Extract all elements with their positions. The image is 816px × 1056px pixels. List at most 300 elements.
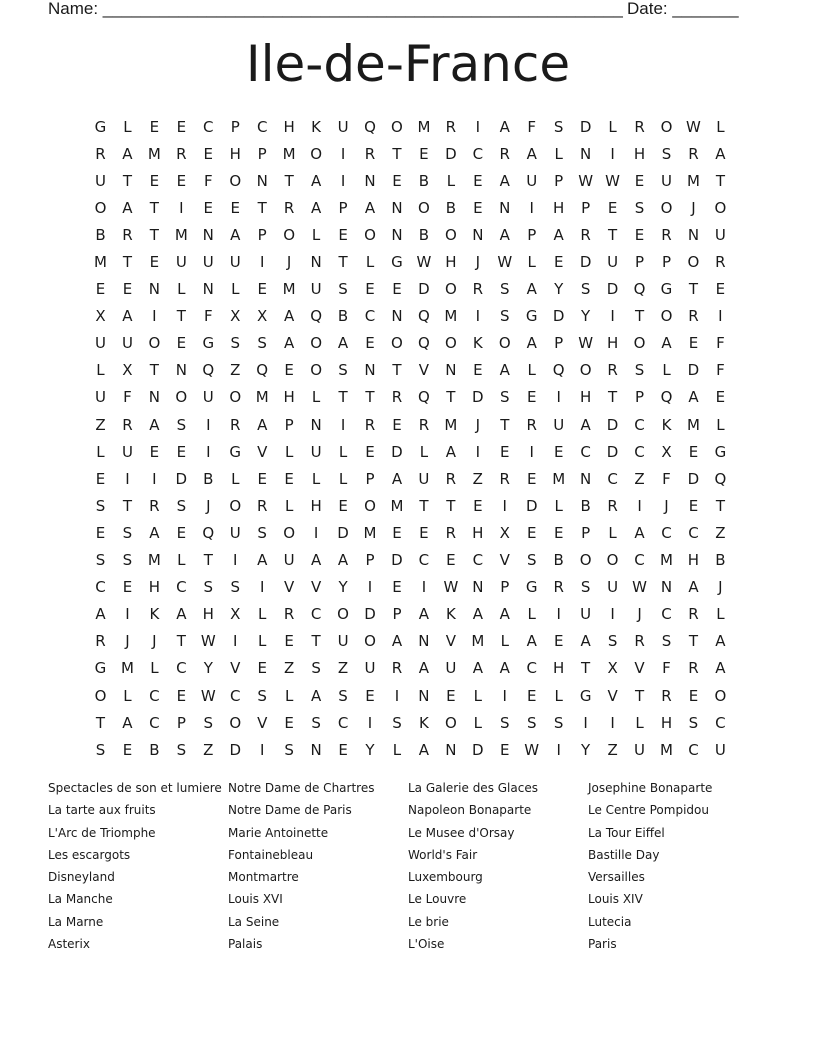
grid-letter: S bbox=[500, 280, 510, 299]
grid-letter: C bbox=[149, 686, 160, 705]
grid-letter: L bbox=[365, 253, 375, 272]
grid-letter: H bbox=[229, 144, 241, 163]
grid-letter: H bbox=[606, 334, 619, 353]
grid-letter: G bbox=[714, 442, 727, 461]
grid-letter: U bbox=[202, 253, 214, 272]
grid-letter: S bbox=[230, 578, 240, 597]
word-list-item: Lutecia bbox=[588, 914, 632, 929]
grid-letter: I bbox=[502, 496, 507, 515]
grid-letter: N bbox=[660, 578, 673, 597]
grid-letter: W bbox=[632, 578, 647, 597]
grid-letter: T bbox=[688, 632, 699, 651]
grid-letter: E bbox=[176, 442, 187, 461]
grid-letter: A bbox=[580, 415, 591, 434]
grid-letter: I bbox=[233, 551, 238, 570]
grid-letter: N bbox=[202, 225, 214, 244]
grid-letter: M bbox=[444, 307, 458, 326]
grid-letter: V bbox=[418, 361, 430, 380]
grid-letter: E bbox=[688, 686, 699, 705]
grid-letter: D bbox=[337, 523, 349, 542]
grid-letter: T bbox=[446, 388, 456, 407]
grid-letter: R bbox=[607, 496, 618, 515]
grid-letter: O bbox=[444, 334, 457, 353]
grid-letter: E bbox=[176, 171, 187, 190]
grid-letter: O bbox=[229, 388, 242, 407]
grid-letter: L bbox=[123, 117, 132, 136]
grid-letter: A bbox=[526, 334, 537, 353]
grid-letter: C bbox=[230, 686, 241, 705]
grid-letter: M bbox=[147, 144, 161, 163]
grid-letter: Q bbox=[418, 388, 430, 407]
grid-letter: Y bbox=[554, 280, 564, 299]
grid-letter: S bbox=[634, 361, 645, 380]
grid-letter: I bbox=[394, 686, 400, 705]
grid-letter: Y bbox=[338, 578, 348, 597]
grid-letter: R bbox=[688, 307, 699, 326]
grid-letter: R bbox=[472, 280, 484, 299]
grid-letter: O bbox=[633, 334, 646, 353]
grid-letter: W bbox=[497, 253, 513, 272]
word-list-item: La Manche bbox=[48, 892, 113, 907]
grid-letter: R bbox=[122, 225, 133, 244]
word-list-item: Luxembourg bbox=[408, 870, 483, 885]
word-list-item: Versailles bbox=[588, 870, 645, 885]
grid-letter: T bbox=[122, 496, 133, 515]
grid-letter: I bbox=[179, 198, 184, 217]
grid-letter: W bbox=[416, 253, 432, 272]
grid-letter: S bbox=[607, 632, 618, 651]
grid-letter: C bbox=[472, 144, 484, 163]
grid-letter: E bbox=[95, 523, 106, 542]
grid-letter: R bbox=[230, 415, 241, 434]
grid-letter: M bbox=[390, 496, 404, 515]
grid-letter: T bbox=[715, 171, 725, 190]
grid-letter: P bbox=[581, 198, 591, 217]
grid-letter: L bbox=[311, 225, 321, 244]
word-list-item: La Tour Eiffel bbox=[588, 825, 665, 840]
grid-letter: V bbox=[499, 551, 510, 570]
grid-letter: H bbox=[202, 605, 214, 624]
page-title: Ile-de-France bbox=[245, 35, 571, 93]
word-list-item: Louis XVI bbox=[228, 892, 283, 907]
grid-letter: E bbox=[365, 442, 375, 461]
grid-letter: Z bbox=[715, 523, 726, 542]
grid-letter: M bbox=[255, 388, 269, 407]
grid-letter: L bbox=[311, 388, 321, 407]
grid-letter: A bbox=[499, 659, 510, 678]
grid-letter: E bbox=[446, 686, 456, 705]
grid-letter: P bbox=[554, 334, 564, 353]
grid-letter: L bbox=[716, 605, 725, 624]
grid-letter: U bbox=[94, 388, 106, 407]
grid-letter: O bbox=[94, 686, 107, 705]
grid-letter: A bbox=[499, 117, 510, 136]
grid-letter: E bbox=[338, 225, 348, 244]
grid-letter: L bbox=[177, 280, 186, 299]
grid-letter: E bbox=[446, 551, 456, 570]
grid-letter: E bbox=[149, 117, 160, 136]
grid-letter: S bbox=[661, 632, 672, 651]
grid-letter: L bbox=[96, 361, 105, 380]
grid-letter: J bbox=[475, 415, 481, 434]
grid-letter: A bbox=[149, 523, 160, 542]
grid-letter: C bbox=[634, 442, 645, 461]
grid-letter: R bbox=[553, 578, 564, 597]
grid-letter: A bbox=[472, 605, 483, 624]
grid-letter: O bbox=[498, 334, 511, 353]
word-list-item: Fontainebleau bbox=[228, 847, 314, 862]
grid-letter: R bbox=[283, 198, 295, 217]
grid-letter: L bbox=[338, 469, 348, 488]
grid-letter: L bbox=[96, 442, 105, 461]
grid-letter: M bbox=[282, 280, 296, 299]
grid-letter: A bbox=[499, 361, 510, 380]
grid-letter: M bbox=[94, 253, 107, 272]
grid-letter: U bbox=[175, 253, 187, 272]
grid-letter: V bbox=[257, 442, 268, 461]
grid-letter: L bbox=[177, 551, 186, 570]
grid-letter: O bbox=[606, 551, 619, 570]
grid-letter: N bbox=[445, 361, 457, 380]
grid-letter: O bbox=[310, 334, 322, 353]
grid-letter: L bbox=[311, 469, 321, 488]
grid-letter: R bbox=[364, 144, 376, 163]
grid-letter: E bbox=[688, 334, 699, 353]
grid-letter: N bbox=[580, 469, 592, 488]
grid-letter: T bbox=[634, 686, 645, 705]
grid-letter: A bbox=[391, 469, 403, 488]
grid-letter: I bbox=[610, 605, 615, 624]
grid-letter: P bbox=[176, 713, 186, 732]
grid-letter: O bbox=[418, 198, 430, 217]
grid-letter: I bbox=[556, 388, 561, 407]
grid-letter: P bbox=[365, 469, 375, 488]
grid-letter: B bbox=[203, 469, 214, 488]
grid-letter: T bbox=[176, 307, 186, 326]
grid-letter: S bbox=[257, 334, 267, 353]
grid-letter: T bbox=[392, 144, 402, 163]
grid-letter: N bbox=[364, 361, 376, 380]
grid-letter: O bbox=[660, 307, 673, 326]
grid-letter: R bbox=[149, 496, 160, 515]
name-field-label: Name: _______________________________________________________ bbox=[48, 0, 623, 18]
grid-letter: E bbox=[257, 659, 267, 678]
grid-letter: P bbox=[661, 253, 672, 272]
grid-letter: A bbox=[418, 605, 430, 624]
grid-letter: N bbox=[445, 740, 457, 759]
grid-letter: W bbox=[200, 686, 216, 705]
grid-letter: E bbox=[365, 686, 375, 705]
grid-letter: O bbox=[364, 225, 376, 244]
grid-letter: A bbox=[337, 334, 349, 353]
grid-letter: E bbox=[715, 280, 726, 299]
grid-letter: I bbox=[233, 632, 238, 651]
grid-letter: X bbox=[95, 307, 106, 326]
grid-letter: S bbox=[203, 578, 214, 597]
grid-letter: O bbox=[444, 713, 457, 732]
word-list-item: Notre Dame de Paris bbox=[228, 803, 352, 818]
grid-letter: A bbox=[284, 307, 295, 326]
grid-letter: O bbox=[444, 225, 457, 244]
grid-letter: I bbox=[259, 253, 265, 272]
grid-letter: O bbox=[714, 686, 727, 705]
word-list-item: Disneyland bbox=[48, 870, 115, 885]
grid-letter: J bbox=[286, 253, 292, 272]
grid-letter: L bbox=[284, 686, 294, 705]
grid-letter: H bbox=[553, 198, 565, 217]
grid-letter: N bbox=[256, 171, 268, 190]
word-list-item: Le Louvre bbox=[408, 892, 467, 907]
grid-letter: E bbox=[419, 144, 429, 163]
grid-letter: A bbox=[715, 144, 726, 163]
grid-letter: U bbox=[94, 334, 106, 353]
grid-letter: N bbox=[687, 225, 700, 244]
word-list-item: La Seine bbox=[228, 914, 280, 929]
grid-letter: T bbox=[634, 307, 645, 326]
grid-letter: T bbox=[149, 225, 159, 244]
grid-letter: H bbox=[310, 496, 322, 515]
grid-letter: D bbox=[229, 740, 242, 759]
grid-letter: L bbox=[419, 442, 429, 461]
grid-letter: V bbox=[310, 578, 322, 597]
grid-letter: S bbox=[311, 713, 321, 732]
grid-letter: S bbox=[176, 415, 187, 434]
grid-letter: S bbox=[500, 388, 510, 407]
word-list-item: Louis XIV bbox=[588, 892, 643, 907]
grid-letter: C bbox=[688, 740, 699, 759]
grid-letter: L bbox=[554, 144, 563, 163]
grid-letter: U bbox=[607, 578, 619, 597]
grid-letter: Z bbox=[203, 740, 214, 759]
grid-letter: L bbox=[500, 632, 509, 651]
grid-letter: S bbox=[338, 280, 348, 299]
grid-letter: O bbox=[94, 198, 107, 217]
grid-letter: E bbox=[149, 253, 160, 272]
grid-letter: C bbox=[607, 469, 618, 488]
word-list-item: Palais bbox=[228, 937, 263, 952]
grid-letter: E bbox=[553, 442, 564, 461]
grid-letter: I bbox=[583, 713, 588, 732]
grid-letter: O bbox=[364, 632, 376, 651]
grid-letter: M bbox=[471, 632, 485, 651]
grid-letter: U bbox=[445, 659, 457, 678]
grid-letter: I bbox=[125, 469, 130, 488]
grid-letter: Q bbox=[552, 361, 565, 380]
word-list-item: Le Centre Pompidou bbox=[588, 803, 709, 818]
grid-letter: I bbox=[502, 686, 507, 705]
grid-letter: I bbox=[718, 307, 723, 326]
grid-letter: R bbox=[391, 388, 403, 407]
grid-letter: E bbox=[338, 740, 348, 759]
grid-letter: E bbox=[392, 415, 402, 434]
grid-letter: J bbox=[691, 198, 696, 217]
grid-letter: U bbox=[121, 442, 133, 461]
grid-letter: Q bbox=[418, 334, 430, 353]
grid-letter: O bbox=[391, 334, 403, 353]
grid-letter: I bbox=[340, 144, 346, 163]
grid-letter: J bbox=[152, 632, 157, 651]
grid-letter: S bbox=[230, 334, 240, 353]
grid-letter: N bbox=[391, 198, 403, 217]
grid-letter: X bbox=[607, 659, 618, 678]
grid-letter: I bbox=[610, 713, 615, 732]
grid-letter: S bbox=[122, 551, 133, 570]
grid-letter: U bbox=[229, 523, 241, 542]
grid-letter: N bbox=[499, 198, 511, 217]
grid-letter: M bbox=[417, 117, 431, 136]
grid-letter: E bbox=[392, 578, 402, 597]
grid-letter: O bbox=[687, 253, 700, 272]
grid-letter: I bbox=[152, 307, 157, 326]
grid-letter: E bbox=[526, 388, 537, 407]
grid-letter: B bbox=[715, 551, 726, 570]
grid-letter: O bbox=[391, 117, 403, 136]
grid-letter: A bbox=[472, 659, 483, 678]
grid-letter: L bbox=[527, 605, 536, 624]
grid-letter: Q bbox=[633, 280, 646, 299]
grid-letter: H bbox=[579, 388, 592, 407]
grid-letter: O bbox=[714, 198, 727, 217]
grid-letter: I bbox=[610, 144, 615, 163]
grid-letter: U bbox=[337, 117, 349, 136]
word-list bbox=[48, 778, 768, 956]
grid-letter: O bbox=[579, 551, 592, 570]
grid-letter: W bbox=[200, 632, 216, 651]
grid-letter: V bbox=[230, 659, 241, 678]
grid-letter: I bbox=[340, 171, 346, 190]
grid-letter: S bbox=[257, 523, 267, 542]
grid-letter: X bbox=[230, 605, 241, 624]
grid-letter: W bbox=[524, 740, 540, 759]
grid-letter: U bbox=[337, 632, 349, 651]
grid-letter: A bbox=[526, 280, 537, 299]
grid-letter: I bbox=[367, 713, 373, 732]
grid-letter: H bbox=[148, 578, 161, 597]
grid-letter: R bbox=[499, 144, 510, 163]
grid-letter: N bbox=[418, 632, 430, 651]
grid-letter: O bbox=[579, 361, 592, 380]
grid-letter: H bbox=[660, 713, 673, 732]
grid-letter: E bbox=[284, 469, 294, 488]
grid-letter: U bbox=[310, 442, 322, 461]
grid-letter: A bbox=[310, 171, 322, 190]
grid-letter: S bbox=[95, 496, 106, 515]
grid-letter: C bbox=[256, 117, 268, 136]
grid-letter: I bbox=[152, 469, 157, 488]
grid-letter: U bbox=[202, 388, 214, 407]
grid-letter: S bbox=[95, 551, 106, 570]
grid-letter: U bbox=[94, 171, 106, 190]
grid-letter: A bbox=[715, 632, 726, 651]
grid-letter: A bbox=[364, 198, 376, 217]
grid-letter: U bbox=[714, 225, 726, 244]
grid-letter: O bbox=[444, 280, 457, 299]
grid-letter: S bbox=[634, 198, 645, 217]
word-list-item: Josephine Bonaparte bbox=[588, 781, 713, 795]
grid-letter: H bbox=[472, 523, 484, 542]
grid-letter: E bbox=[688, 442, 699, 461]
grid-letter: E bbox=[473, 198, 483, 217]
grid-letter: R bbox=[95, 144, 106, 163]
grid-letter: M bbox=[660, 740, 673, 759]
grid-letter: R bbox=[122, 415, 133, 434]
grid-letter: Y bbox=[203, 659, 213, 678]
grid-letter: E bbox=[95, 280, 106, 299]
grid-letter: L bbox=[473, 686, 482, 705]
grid-letter: C bbox=[176, 578, 187, 597]
word-list-item: Notre Dame de Chartres bbox=[228, 781, 375, 795]
grid-letter: A bbox=[688, 578, 699, 597]
grid-letter: Q bbox=[364, 117, 376, 136]
grid-letter: T bbox=[581, 659, 591, 678]
grid-letter: G bbox=[660, 280, 673, 299]
grid-letter: P bbox=[635, 253, 645, 272]
word-list-item: World's Fair bbox=[408, 847, 478, 862]
grid-letter: U bbox=[418, 469, 430, 488]
grid-letter: T bbox=[176, 632, 186, 651]
grid-letter: G bbox=[229, 442, 242, 461]
word-list-item: Le brie bbox=[408, 914, 449, 929]
grid-letter: I bbox=[475, 307, 481, 326]
grid-letter: O bbox=[660, 117, 673, 136]
grid-letter: R bbox=[688, 605, 699, 624]
grid-letter: T bbox=[149, 361, 159, 380]
grid-letter: X bbox=[499, 523, 510, 542]
grid-letter: I bbox=[313, 523, 319, 542]
word-list-item: La Galerie des Glaces bbox=[408, 781, 538, 795]
grid-letter: E bbox=[634, 225, 645, 244]
grid-letter: Y bbox=[581, 740, 591, 759]
grid-letter: E bbox=[338, 496, 348, 515]
grid-letter: X bbox=[661, 442, 672, 461]
grid-letter: A bbox=[391, 632, 403, 651]
grid-letter: M bbox=[120, 659, 134, 678]
grid-letter: Q bbox=[310, 307, 322, 326]
grid-letter: P bbox=[365, 551, 375, 570]
grid-letter: S bbox=[176, 496, 187, 515]
grid-letter: K bbox=[418, 713, 429, 732]
grid-letter: F bbox=[716, 334, 725, 353]
grid-letter: D bbox=[606, 280, 619, 299]
grid-letter: C bbox=[661, 523, 672, 542]
grid-letter: U bbox=[283, 551, 295, 570]
word-list-item: La tarte aux fruits bbox=[48, 803, 156, 818]
grid-letter: L bbox=[446, 171, 456, 190]
grid-letter: L bbox=[527, 253, 536, 272]
grid-letter: C bbox=[580, 442, 591, 461]
grid-letter: A bbox=[553, 225, 564, 244]
grid-letter: T bbox=[608, 225, 618, 244]
grid-letter: A bbox=[634, 523, 645, 542]
grid-letter: O bbox=[229, 171, 242, 190]
word-list-item: L'Oise bbox=[408, 937, 445, 952]
grid-letter: T bbox=[284, 171, 294, 190]
word-list-item: Paris bbox=[588, 937, 617, 952]
grid-letter: K bbox=[311, 117, 322, 136]
grid-letter: R bbox=[634, 632, 645, 651]
grid-letter: V bbox=[607, 686, 618, 705]
grid-letter: H bbox=[687, 551, 700, 570]
grid-letter: R bbox=[445, 469, 457, 488]
grid-letter: A bbox=[499, 225, 510, 244]
grid-letter: V bbox=[634, 659, 645, 678]
grid-letter: O bbox=[310, 361, 322, 380]
grid-letter: E bbox=[257, 469, 267, 488]
grid-letter: B bbox=[149, 740, 160, 759]
grid-letter: T bbox=[149, 198, 159, 217]
grid-letter: M bbox=[660, 551, 673, 570]
grid-letter: Q bbox=[202, 523, 215, 542]
